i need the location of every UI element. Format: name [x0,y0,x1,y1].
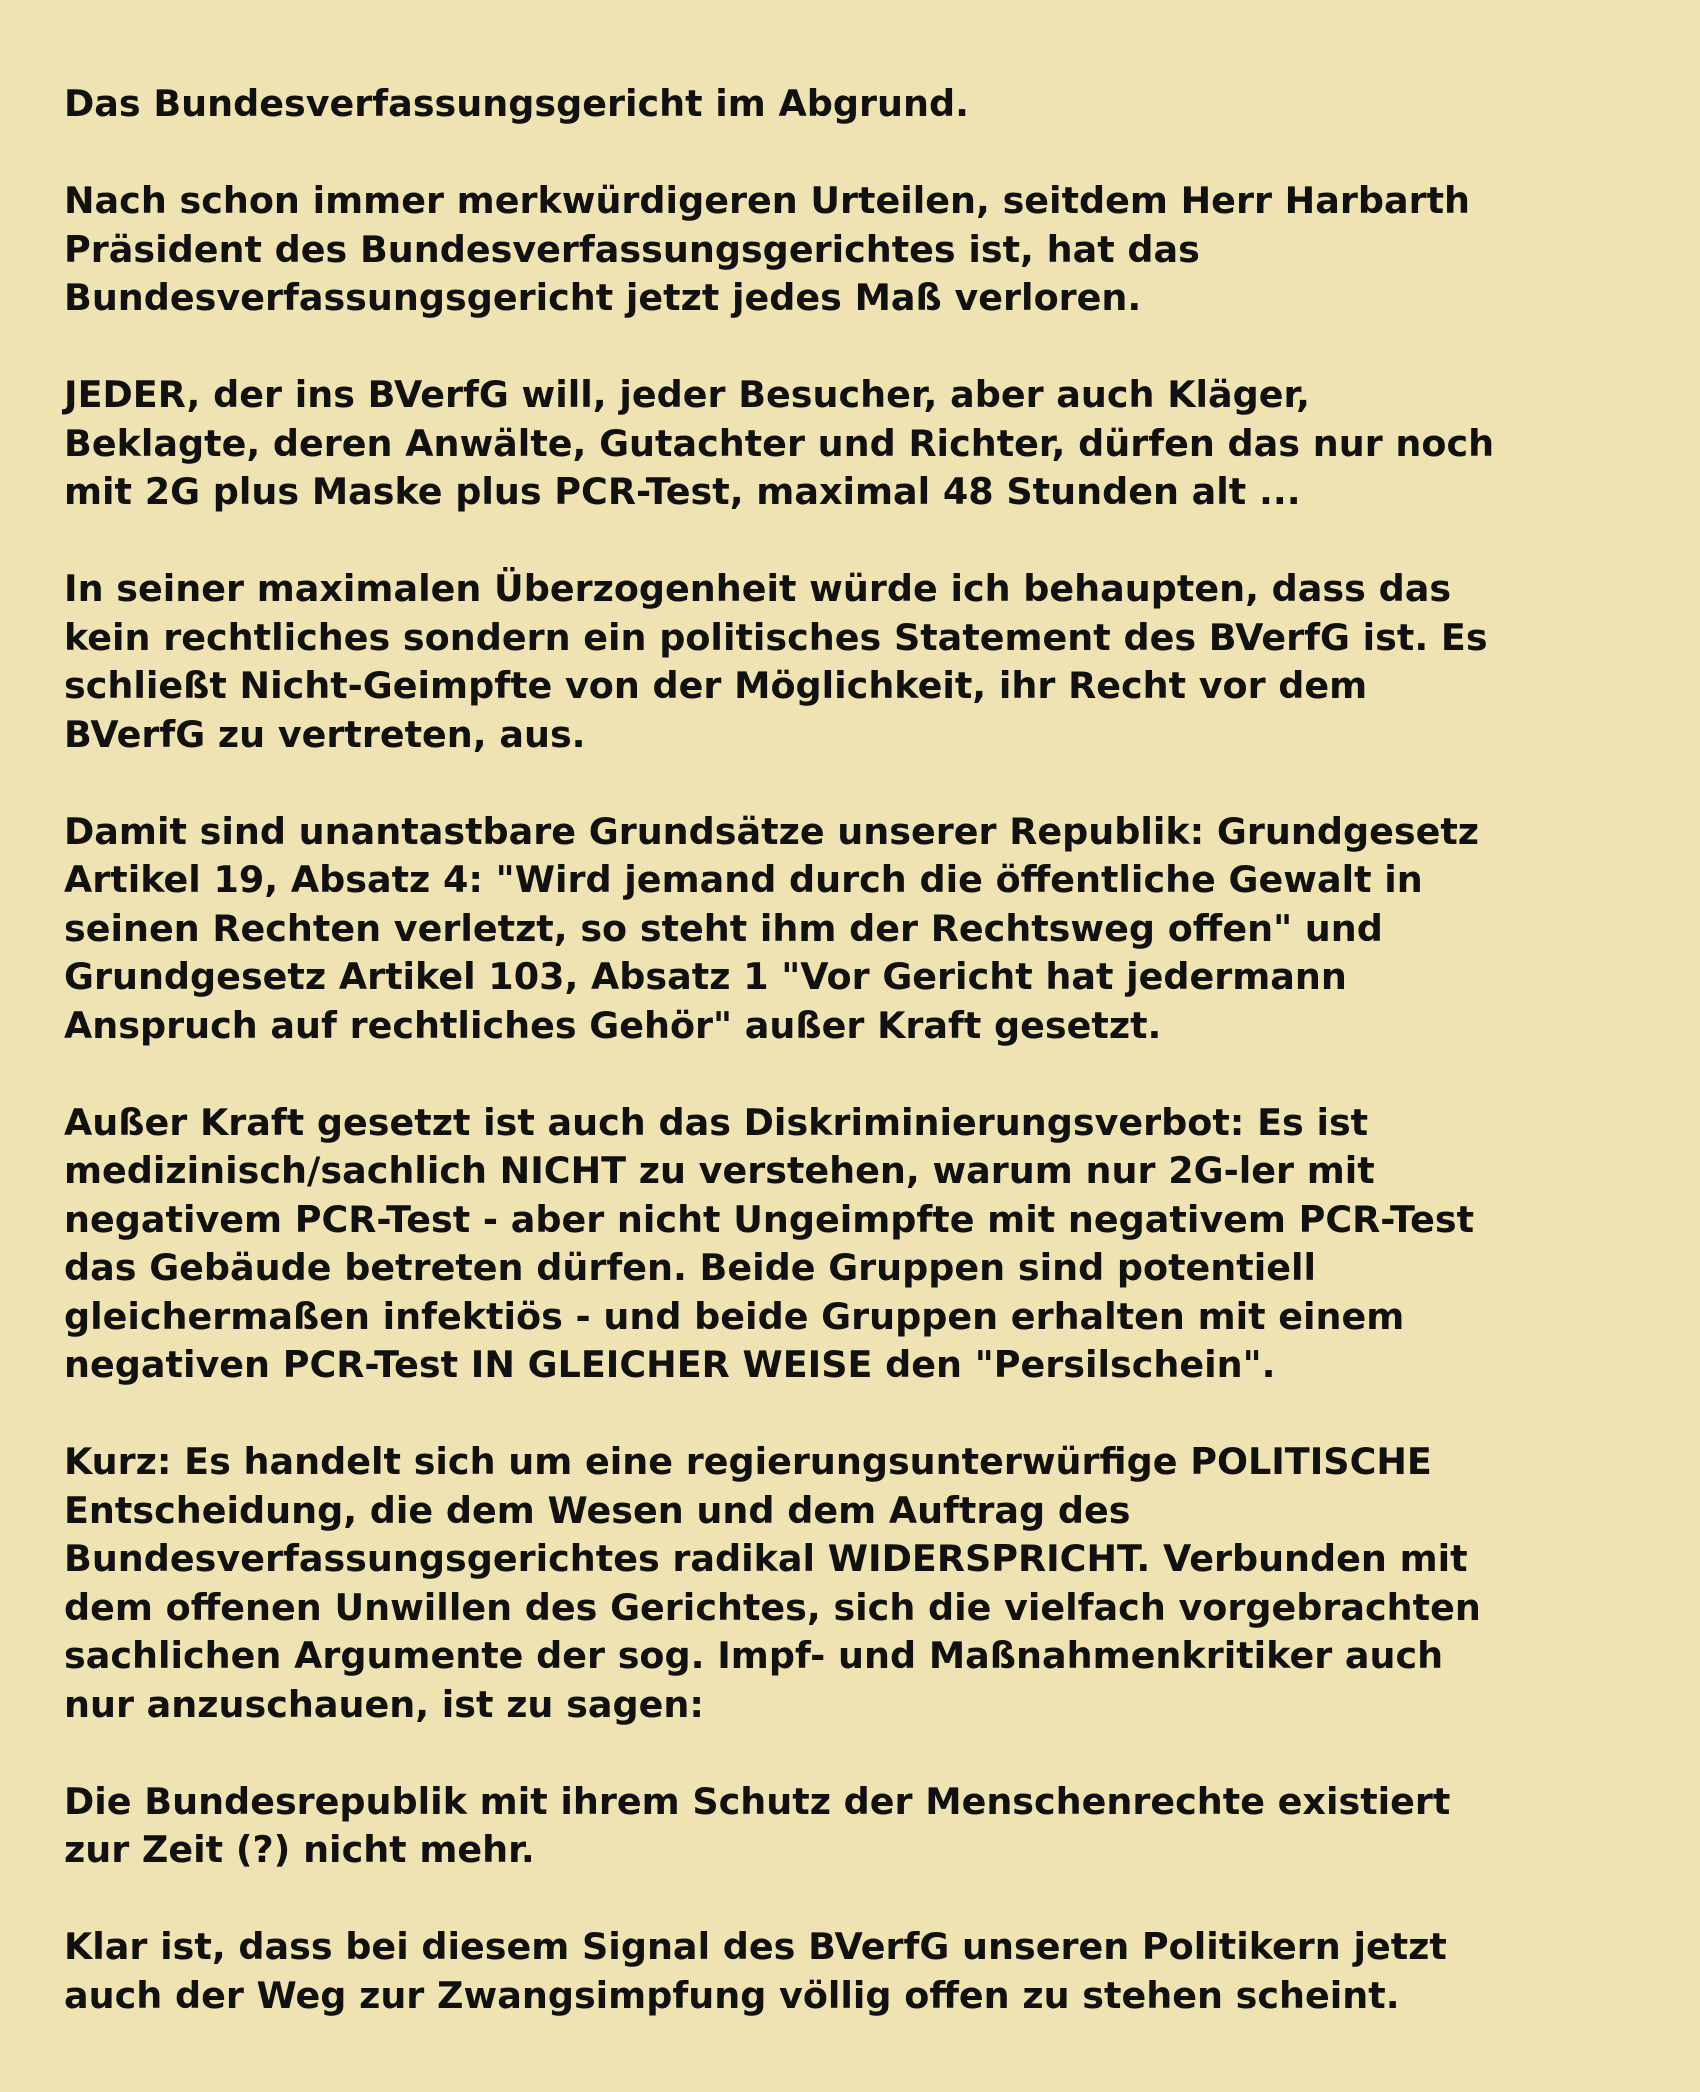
paragraph-line: schließt Nicht-Geimpfte von der Möglichkeit, ihr Recht vor dem [64,664,1368,707]
paragraph-6 [64,1438,1664,1729]
paragraph-line: auch der Weg zur Zwangsimpfung völlig offen zu stehen scheint. [64,1973,1400,2017]
paragraph-line: Die Bundesrepublik mit ihrem Schutz der Menschenrechte existiert [64,1779,1451,1823]
title-line: Das Bundesverfassungsgericht im Abgrund. [64,82,969,125]
paragraph-line: Bundesverfassungsgerichtes radikal WIDERSPRICHT. Verbunden mit [64,1537,1468,1580]
paragraph-line: kein rechtliches sondern ein politisches Statement des BVerfG ist. Es [64,615,1488,659]
paragraph-line: das Gebäude betreten dürfen. Beide Gruppen sind potentiell [64,1246,1317,1289]
paragraph-5 [64,1099,1664,1390]
paragraph-line: Klar ist, dass bei diesem Signal des BVerfG unseren Politikern jetzt [64,1925,1447,1968]
paragraph-line: seinen Rechten verletzt, so steht ihm der Rechtsweg offen" und [64,906,1383,950]
paragraph-8 [64,1923,1664,2020]
paragraph-line: Damit sind unantastbare Grundsätze unserer Republik: Grundgesetz [64,809,1480,853]
paragraph-line: sachlichen Argumente der sog. Impf- und Maßnahmenkritiker auch [64,1634,1444,1677]
paragraph-line: negativem PCR-Test - aber nicht Ungeimpfte mit negativem PCR-Test [64,1197,1475,1241]
paragraph-line: In seiner maximalen Überzogenheit würde ich behaupten, dass das [64,567,1452,610]
paragraph-3 [64,565,1664,759]
paragraph-line: nur anzuschauen, ist zu sagen: [64,1682,704,1726]
paragraph-line: Nach schon immer merkwürdigeren Urteilen, seitdem Herr Harbarth [64,179,1471,222]
paragraph-line: Bundesverfassungsgericht jetzt jedes Maß verloren. [64,276,1142,319]
paragraph-line: zur Zeit (?) nicht mehr. [64,1828,535,1871]
paragraph-line: medizinisch/sachlich NICHT zu verstehen, warum nur 2G-ler mit [64,1149,1375,1192]
document-body [64,80,1664,2020]
paragraph-7 [64,1778,1664,1875]
paragraph-line: Artikel 19, Absatz 4: "Wird jemand durch die öffentliche Gewalt in [64,858,1423,901]
paragraph-line: JEDER, der ins BVerfG will, jeder Besucher, aber auch Kläger, [64,373,1311,416]
paragraph-line: Anspruch auf rechtliches Gehör" außer Kraft gesetzt. [64,1003,1162,1047]
paragraph-line: Grundgesetz Artikel 103, Absatz 1 "Vor Gericht hat jedermann [64,955,1347,998]
paragraph-line: gleichermaßen infektiös - und beide Gruppen erhalten mit einem [64,1294,1405,1338]
paragraph-line: Beklagte, deren Anwälte, Gutachter und Richter, dürfen das nur noch [64,421,1495,465]
paragraph-line: dem offenen Unwillen des Gerichtes, sich die vielfach vorgebrachten [64,1585,1481,1629]
paragraph-4 [64,808,1664,1051]
paragraph-line: mit 2G plus Maske plus PCR-Test, maximal 48 Stunden alt ... [64,470,1301,513]
paragraph-1 [64,177,1664,323]
paragraph-line: BVerfG zu vertreten, aus. [64,712,586,756]
paragraph-line: Präsident des Bundesverfassungsgerichtes ist, hat das [64,227,1200,271]
paragraph-line: Außer Kraft gesetzt ist auch das Diskriminierungsverbot: Es ist [64,1100,1369,1144]
paragraph-2 [64,371,1664,517]
paragraph-line: negativen PCR-Test IN GLEICHER WEISE den "Persilschein". [64,1343,1276,1386]
document-title [64,80,1664,129]
paragraph-line: Entscheidung, die dem Wesen und dem Auftrag des [64,1488,1131,1532]
paragraph-line: Kurz: Es handelt sich um eine regierungsunterwürfige POLITISCHE [64,1440,1432,1483]
